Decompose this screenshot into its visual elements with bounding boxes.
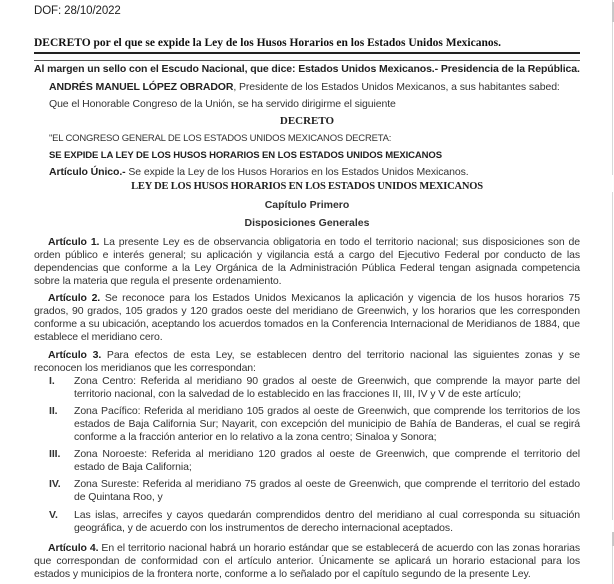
fraction-ii-text: Zona Pacífico: Referida al meridiano 105 grados al oeste de Greenwich, que comprende los territorios de los estados de Baja California Sur; Nayarit, con excepción del municipio de Bahía de Banderas, el cual se regirá conforme a la fracción anterior en lo relativo a la zona centro; Sinaloa y Sonora; [74, 405, 580, 443]
frame-border-middle [612, 192, 613, 520]
dof-date: DOF: 28/10/2022 [34, 5, 121, 17]
article-2-text: Se reconoce para los Estados Unidos Mexicanos la aplicación y vigencia de los husos horarios 75 grados, 90 grados, 105 grados y 120 grados oeste del meridiano de Greenwich, y los horarios que les corresponden conforme a su ubicación, aceptando los acuerdos tomados en la Conferencia Internacional de Meridianos de 1884, que establece el meridiano cero. [34, 292, 580, 343]
title-divider [34, 60, 580, 61]
articulo-unico-label: Artículo Único.- [49, 166, 126, 178]
fraction-i-text: Zona Centro: Referida al meridiano 90 grados al oeste de Greenwich, que comprende la mayor parte del territorio nacional, con la salvedad de lo establecido en las fracciones II, III, IV y V de este artículo; [74, 375, 580, 400]
fraction-iv [49, 478, 580, 504]
fraction-iii-number: III. [49, 448, 61, 460]
se-expide-line: SE EXPIDE LA LEY DE LOS HUSOS HORARIOS EN LOS ESTADOS UNIDOS MEXICANOS [49, 150, 442, 161]
article-3-label: Artículo 3. [48, 349, 102, 361]
fraction-iv-text: Zona Sureste: Referida al meridiano 75 grados al oeste de Greenwich, que comprende el territorio del estado de Quintana Roo, y [74, 478, 580, 503]
article-4-text: En el territorio nacional habrá un horario estándar que se establecerá de acuerdo con las zonas horarias que correspondan de conformidad con el artículo anterior. Únicamente se aplicará un horario estacional para los estados y municipios de la frontera norte, conforme a lo señalado por el capítulo segundo de la presente Ley. [34, 542, 580, 580]
fraction-iv-number: IV. [49, 478, 61, 490]
chapter-title: Disposiciones Generales [244, 217, 370, 229]
seal-line: Al margen un sello con el Escudo Nacional, que dice: Estados Unidos Mexicanos.- Presidencia de la República. [34, 63, 580, 75]
fraction-i [49, 375, 580, 401]
article-4-label: Artículo 4. [48, 542, 99, 554]
articulo-unico [49, 166, 469, 178]
article-3 [34, 349, 580, 375]
fraction-iii [49, 448, 580, 474]
fraction-v-text: Las islas, arrecifes y cayos quedarán comprendidos dentro del meridiano al cual corresponda su situación geográfica, y de acuerdo con los instrumentos de derecho internacional aceptados. [74, 509, 580, 534]
article-2-label: Artículo 2. [48, 292, 101, 304]
article-1-text: La presente Ley es de observancia obligatoria en todo el territorio nacional; sus disposiciones son de orden público e interés general; su aplicación y vigilancia está a cargo del Ejecutivo Federal por conducto de las dependencias que conforme a la Ley Orgánica de la Administración Pública Federal tengan asignada competencia sobre la materia que regula el presente ordenamiento. [34, 236, 580, 287]
article-4 [34, 542, 580, 581]
congreso-decreta: "EL CONGRESO GENERAL DE LOS ESTADOS UNIDOS MEXICANOS DECRETA: [49, 133, 392, 144]
article-1-label: Artículo 1. [48, 236, 100, 248]
congress-line: Que el Honorable Congreso de la Unión, se ha servido dirigirme el siguiente [49, 98, 396, 110]
president-text: , Presidente de los Estados Unidos Mexicanos, a sus habitantes sabed: [233, 81, 560, 93]
article-3-text: Para efectos de esta Ley, se establecen dentro del territorio nacional las siguientes zonas y se reconocen los meridianos que les correspondan: [34, 349, 580, 374]
fraction-v-number: V. [49, 509, 58, 521]
law-title: LEY DE LOS HUSOS HORARIOS EN LOS ESTADOS UNIDOS MEXICANOS [131, 181, 483, 192]
fraction-i-number: I. [49, 375, 55, 387]
president-line [49, 81, 560, 93]
frame-border-top [612, 0, 613, 175]
fraction-ii [49, 405, 580, 444]
article-2 [34, 292, 580, 344]
fraction-iii-text: Zona Noroeste: Referida al meridiano 120 grados al oeste de Greenwich, que comprende el territorio del estado de Baja California; [74, 448, 580, 473]
fraction-ii-number: II. [49, 405, 58, 417]
decree-title: DECRETO por el que se expide la Ley de los Husos Horarios en los Estados Unidos Mexicanos. [34, 37, 580, 54]
fraction-v [49, 509, 580, 535]
chapter-heading: Capítulo Primero [264, 199, 350, 211]
decreto-heading: DECRETO [279, 115, 335, 127]
articulo-unico-text: Se expide la Ley de los Husos Horarios en los Estados Unidos Mexicanos. [125, 166, 469, 178]
president-name: ANDRÉS MANUEL LÓPEZ OBRADOR [49, 81, 234, 93]
article-1 [34, 236, 580, 288]
